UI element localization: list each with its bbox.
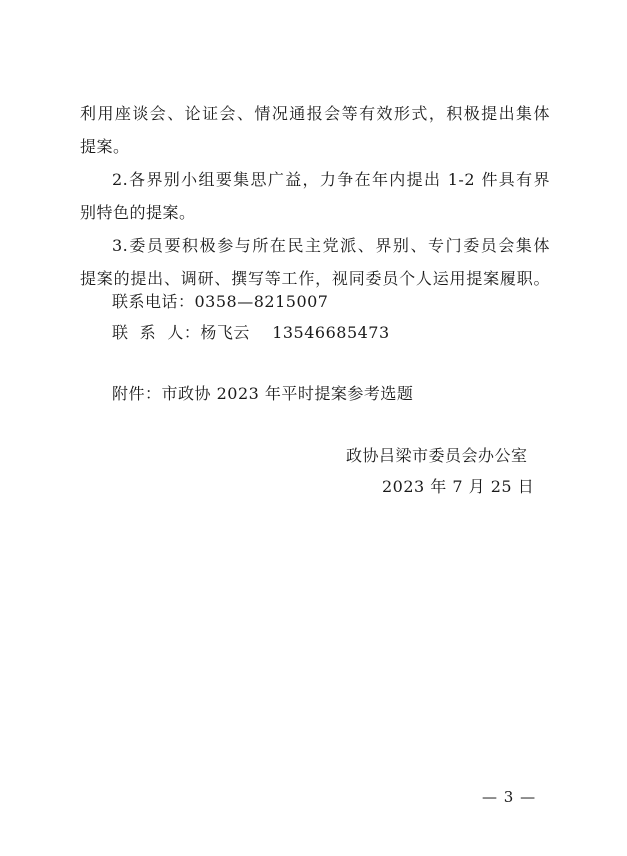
paragraph-1-line-2: 提案。 <box>80 137 130 156</box>
signature-date: 2023 年 7 月 25 日 <box>382 477 535 496</box>
signature-org: 政协吕梁市委员会办公室 <box>346 446 528 465</box>
page-number: — 3 — <box>482 788 537 806</box>
paragraph-3-line-1: 3.委员要积极参与所在民主党派、界别、专门委员会集体 <box>112 236 550 255</box>
paragraph-3-line-2: 提案的提出、调研、撰写等工作，视同委员个人运用提案履职。 <box>80 269 550 288</box>
contact-person: 联 系 人：杨飞云 13546685473 <box>112 323 390 342</box>
attachment-note: 附件：市政协 2023 年平时提案参考选题 <box>112 384 414 403</box>
paragraph-1-line-1: 利用座谈会、论证会、情况通报会等有效形式，积极提出集体 <box>80 104 550 123</box>
paragraph-2-line-1: 2.各界别小组要集思广益，力争在年内提出 1-2 件具有界 <box>112 170 550 189</box>
contact-phone: 联系电话：0358—8215007 <box>112 292 329 311</box>
paragraph-2-line-2: 别特色的提案。 <box>80 203 196 222</box>
